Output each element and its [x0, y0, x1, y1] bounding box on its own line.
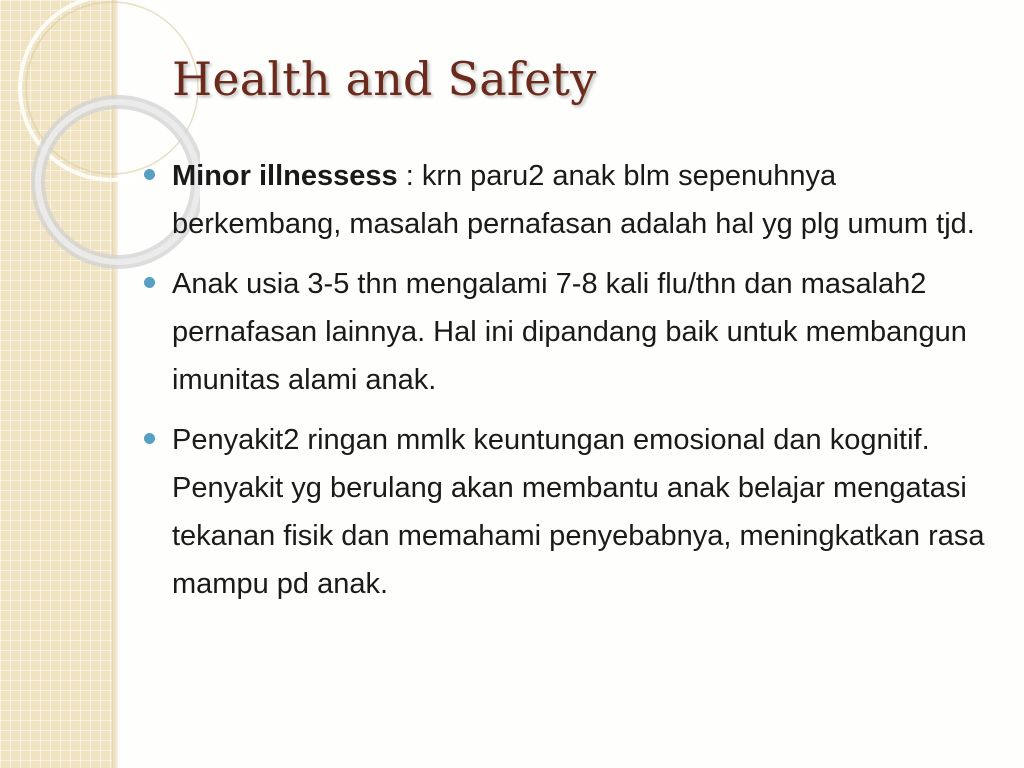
- bullet-text: : krn paru2 anak blm sepenuhnya berkembang, masalah pernafasan adalah hal yg plg umum tjd.: [172, 160, 975, 240]
- bullet-icon: [144, 169, 155, 180]
- bullet-icon: [144, 277, 155, 288]
- decorative-circles: [0, 0, 200, 300]
- list-item: [172, 416, 1002, 608]
- list-item: [172, 152, 1002, 248]
- slide-title: Health and Safety: [172, 52, 597, 106]
- bullet-text: Penyakit2 ringan mmlk keuntungan emosional dan kognitif. Penyakit yg berulang akan membantu anak belajar mengatasi tekanan fisik dan memahami penyebabnya, meningkatkan rasa mampu pd anak.: [172, 424, 985, 600]
- bullet-list: [172, 152, 1002, 620]
- list-item: [172, 260, 1002, 404]
- bullet-icon: [144, 433, 155, 444]
- bullet-text: Anak usia 3-5 thn mengalami 7-8 kali flu/thn dan masalah2 pernafasan lainnya. Hal ini dipandang baik untuk membangun imunitas alami anak.: [172, 268, 967, 396]
- bullet-term: Minor illnessess: [172, 160, 398, 192]
